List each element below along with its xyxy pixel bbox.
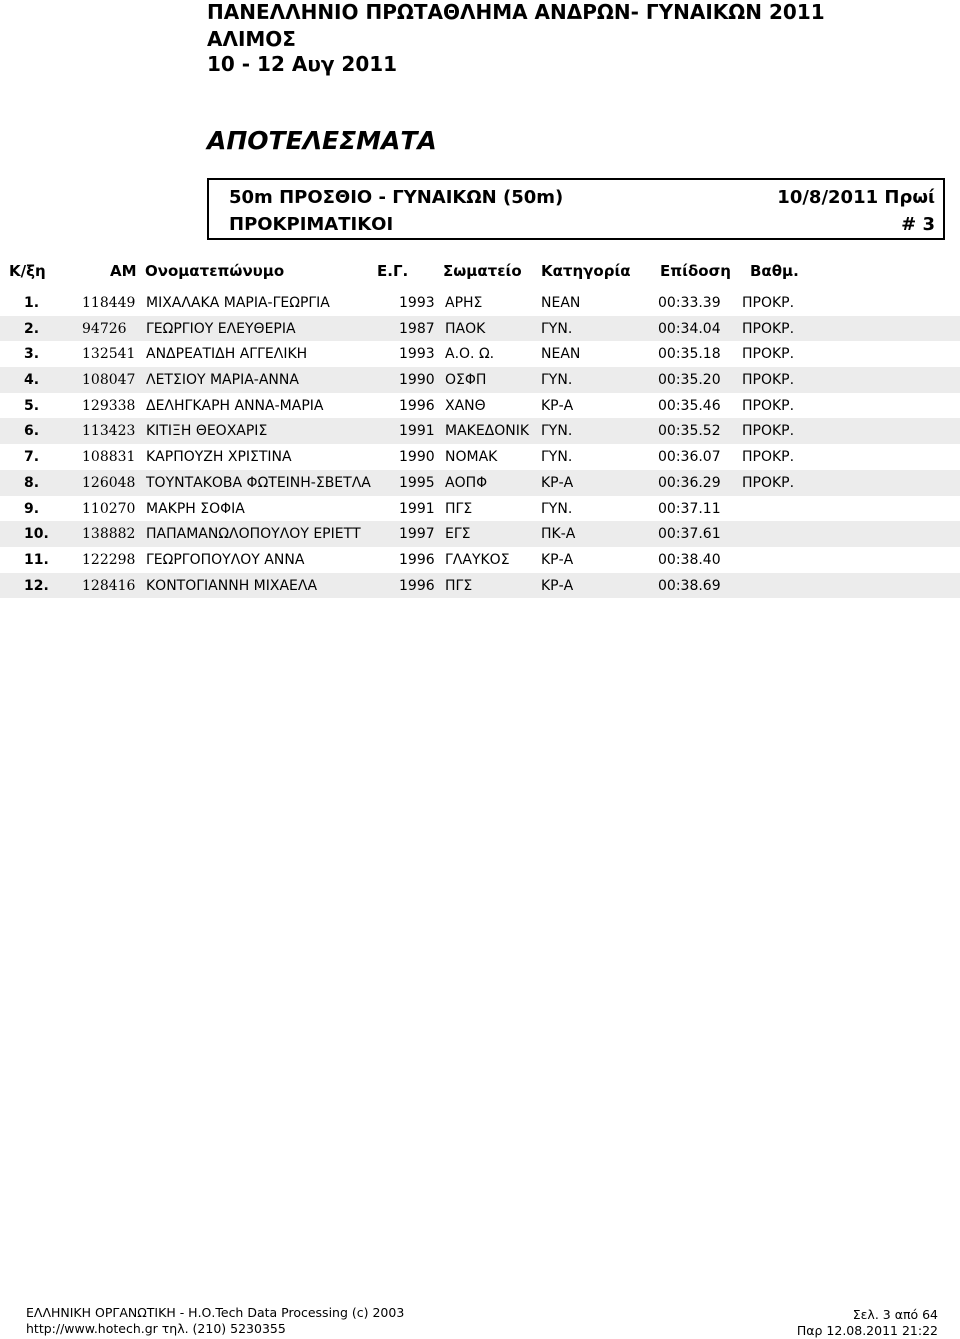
cell-am: 110270 — [82, 500, 136, 517]
cell-club: ΝΟΜΑΚ — [445, 449, 498, 466]
cell-rank: 1. — [24, 295, 40, 311]
cell-category: ΚΡ-Α — [541, 474, 574, 491]
cell-name: ΓΕΩΡΓΟΠΟΥΛΟΥ ΑΝΝΑ — [146, 551, 305, 568]
cell-name: ΔΕΛΗΓΚΑΡΗ ΑΝΝΑ-ΜΑΡΙΑ — [146, 397, 324, 414]
col-name: Ονοματεπώνυμο — [145, 262, 285, 280]
cell-category: ΓΥΝ. — [541, 372, 573, 389]
footer-company: ΕΛΛΗΝΙΚΗ ΟΡΓΑΝΩΤΙΚΗ - Η.Ο.Tech Data Processing (c) 2003 — [26, 1305, 405, 1320]
cell-rank: 7. — [24, 449, 40, 466]
cell-performance: 00:37.11 — [658, 500, 721, 517]
cell-rank: 4. — [24, 372, 40, 389]
cell-rank: 10. — [24, 526, 49, 543]
cell-am: 126048 — [82, 474, 136, 491]
cell-am: 128416 — [82, 577, 136, 594]
footer-website: http://www.hotech.gr τηλ. (210) 5230355 — [26, 1321, 286, 1336]
cell-stage: ΠΡΟΚΡ. — [742, 474, 795, 491]
cell-yob: 1993 — [399, 295, 435, 311]
cell-performance: 00:34.04 — [658, 320, 721, 337]
cell-rank: 6. — [24, 423, 40, 440]
cell-club: Α.Ο. Ω. — [445, 346, 495, 363]
cell-yob: 1987 — [399, 320, 435, 337]
cell-name: ΚΑΡΠΟΥΖΗ ΧΡΙΣΤΙΝΑ — [146, 449, 292, 466]
cell-rank: 2. — [24, 320, 40, 337]
table-row — [0, 547, 960, 573]
table-row — [0, 341, 960, 367]
cell-yob: 1996 — [399, 551, 435, 568]
cell-name: ΛΕΤΣΙΟΥ ΜΑΡΙΑ-ΑΝΝΑ — [146, 372, 299, 389]
cell-club: ΠΓΣ — [445, 500, 473, 517]
cell-stage: ΠΡΟΚΡ. — [742, 397, 795, 414]
cell-performance: 00:35.46 — [658, 397, 721, 414]
cell-category: ΝΕΑΝ — [541, 295, 581, 311]
table-row — [0, 470, 960, 496]
cell-performance: 00:37.61 — [658, 526, 721, 543]
col-stage: Βαθμ. — [750, 262, 799, 280]
cell-rank: 5. — [24, 397, 40, 414]
cell-yob: 1991 — [399, 500, 435, 517]
cell-stage: ΠΡΟΚΡ. — [742, 295, 795, 311]
table-row — [0, 290, 960, 316]
cell-category: ΓΥΝ. — [541, 320, 573, 337]
cell-category: ΚΡ-Α — [541, 551, 574, 568]
table-row — [0, 418, 960, 444]
cell-yob: 1990 — [399, 372, 435, 389]
cell-performance: 00:35.52 — [658, 423, 721, 440]
table-row — [0, 316, 960, 342]
table-row — [0, 367, 960, 393]
cell-yob: 1991 — [399, 423, 435, 440]
cell-name: ΚΙΤΙΞΗ ΘΕΟΧΑΡΙΣ — [146, 423, 268, 440]
cell-rank: 9. — [24, 500, 40, 517]
cell-club: ΕΓΣ — [445, 526, 471, 543]
cell-category: ΓΥΝ. — [541, 423, 573, 440]
cell-am: 122298 — [82, 551, 136, 568]
cell-name: ΤΟΥΝΤΑΚΟΒΑ ΦΩΤΕΙΝΗ-ΣΒΕΤΛΑ — [146, 474, 371, 491]
col-yob: Ε.Γ. — [377, 262, 409, 280]
page-title: ΑΠΟΤΕΛΕΣΜΑΤΑ — [207, 126, 437, 155]
cell-am: 113423 — [82, 423, 136, 440]
event-info-box — [207, 178, 945, 240]
col-club: Σωματείο — [443, 262, 522, 280]
cell-yob: 1997 — [399, 526, 435, 543]
cell-name: ΚΟΝΤΟΓΙΑΝΝΗ ΜΙΧΑΕΛΑ — [146, 577, 318, 594]
cell-name: ΠΑΠΑΜΑΝΩΛΟΠΟΥΛΟΥ ΕΡΙΕΤΤ — [146, 526, 361, 543]
cell-performance: 00:38.69 — [658, 577, 721, 594]
cell-club: ΜΑΚΕΔΟΝΙΚ — [445, 423, 530, 440]
cell-rank: 12. — [24, 577, 49, 594]
cell-stage: ΠΡΟΚΡ. — [742, 372, 795, 389]
cell-category: ΓΥΝ. — [541, 449, 573, 466]
cell-performance: 00:36.07 — [658, 449, 721, 466]
cell-am: 108831 — [82, 449, 136, 466]
cell-rank: 3. — [24, 346, 40, 363]
cell-am: 138882 — [82, 526, 136, 543]
cell-stage: ΠΡΟΚΡ. — [742, 449, 795, 466]
cell-club: ΠΑΟΚ — [445, 320, 486, 337]
event-dates: 10 - 12 Αυγ 2011 — [207, 52, 398, 76]
cell-stage: ΠΡΟΚΡ. — [742, 423, 795, 440]
cell-rank: 11. — [24, 551, 49, 568]
cell-name: ΑΝΔΡΕΑΤΙΔΗ ΑΓΓΕΛΙΚΗ — [146, 346, 308, 363]
cell-club: ΟΣΦΠ — [445, 372, 487, 389]
results-table — [0, 290, 960, 598]
cell-stage: ΠΡΟΚΡ. — [742, 320, 795, 337]
cell-category: ΝΕΑΝ — [541, 346, 581, 363]
heat-number: # 3 — [901, 214, 935, 235]
col-am: ΑΜ — [110, 262, 137, 280]
event-session: 10/8/2011 Πρωί — [777, 187, 935, 208]
cell-am: 118449 — [82, 295, 136, 311]
cell-am: 94726 — [82, 320, 127, 337]
cell-performance: 00:33.39 — [658, 295, 721, 311]
table-row — [0, 496, 960, 522]
cell-yob: 1996 — [399, 577, 435, 594]
cell-category: ΚΡ-Α — [541, 397, 574, 414]
cell-rank: 8. — [24, 474, 40, 491]
cell-name: ΓΕΩΡΓΙΟΥ ΕΛΕΥΘΕΡΙΑ — [146, 320, 296, 337]
table-row — [0, 444, 960, 470]
cell-am: 108047 — [82, 372, 136, 389]
cell-stage: ΠΡΟΚΡ. — [742, 346, 795, 363]
cell-yob: 1993 — [399, 346, 435, 363]
table-row — [0, 573, 960, 599]
cell-category: ΓΥΝ. — [541, 500, 573, 517]
cell-performance: 00:35.18 — [658, 346, 721, 363]
cell-club: ΠΓΣ — [445, 577, 473, 594]
cell-am: 129338 — [82, 397, 136, 414]
event-name: 50m ΠΡΟΣΘΙΟ - ΓΥΝΑΙΚΩΝ (50m) — [229, 187, 564, 208]
cell-club: ΓΛΑΥΚΟΣ — [445, 551, 510, 568]
cell-yob: 1995 — [399, 474, 435, 491]
event-round: ΠΡΟΚΡΙΜΑΤΙΚΟΙ — [229, 214, 394, 235]
cell-performance: 00:36.29 — [658, 474, 721, 491]
championship-title: ΠΑΝΕΛΛΗΝΙΟ ΠΡΩΤΑΘΛΗΜΑ ΑΝΔΡΩΝ- ΓΥΝΑΙΚΩΝ 2011 — [207, 0, 825, 24]
cell-club: ΑΡΗΣ — [445, 295, 483, 311]
footer-printed: Παρ 12.08.2011 21:22 — [796, 1323, 938, 1338]
footer-page: Σελ. 3 από 64 — [852, 1307, 938, 1322]
cell-club: ΑΟΠΦ — [445, 474, 488, 491]
cell-name: ΜΑΚΡΗ ΣΟΦΙΑ — [146, 500, 245, 517]
col-performance: Επίδοση — [660, 262, 731, 280]
cell-yob: 1990 — [399, 449, 435, 466]
col-rank: Κ/ξη — [9, 262, 46, 280]
venue: ΑΛΙΜΟΣ — [207, 27, 296, 51]
col-category: Κατηγορία — [541, 262, 631, 280]
cell-performance: 00:38.40 — [658, 551, 721, 568]
table-row — [0, 521, 960, 547]
table-row — [0, 393, 960, 419]
cell-category: ΠΚ-Α — [541, 526, 576, 543]
cell-performance: 00:35.20 — [658, 372, 721, 389]
cell-category: ΚΡ-Α — [541, 577, 574, 594]
cell-yob: 1996 — [399, 397, 435, 414]
cell-am: 132541 — [82, 346, 136, 363]
cell-club: ΧΑΝΘ — [445, 397, 486, 414]
cell-name: ΜΙΧΑΛΑΚΑ ΜΑΡΙΑ-ΓΕΩΡΓΙΑ — [146, 295, 330, 311]
